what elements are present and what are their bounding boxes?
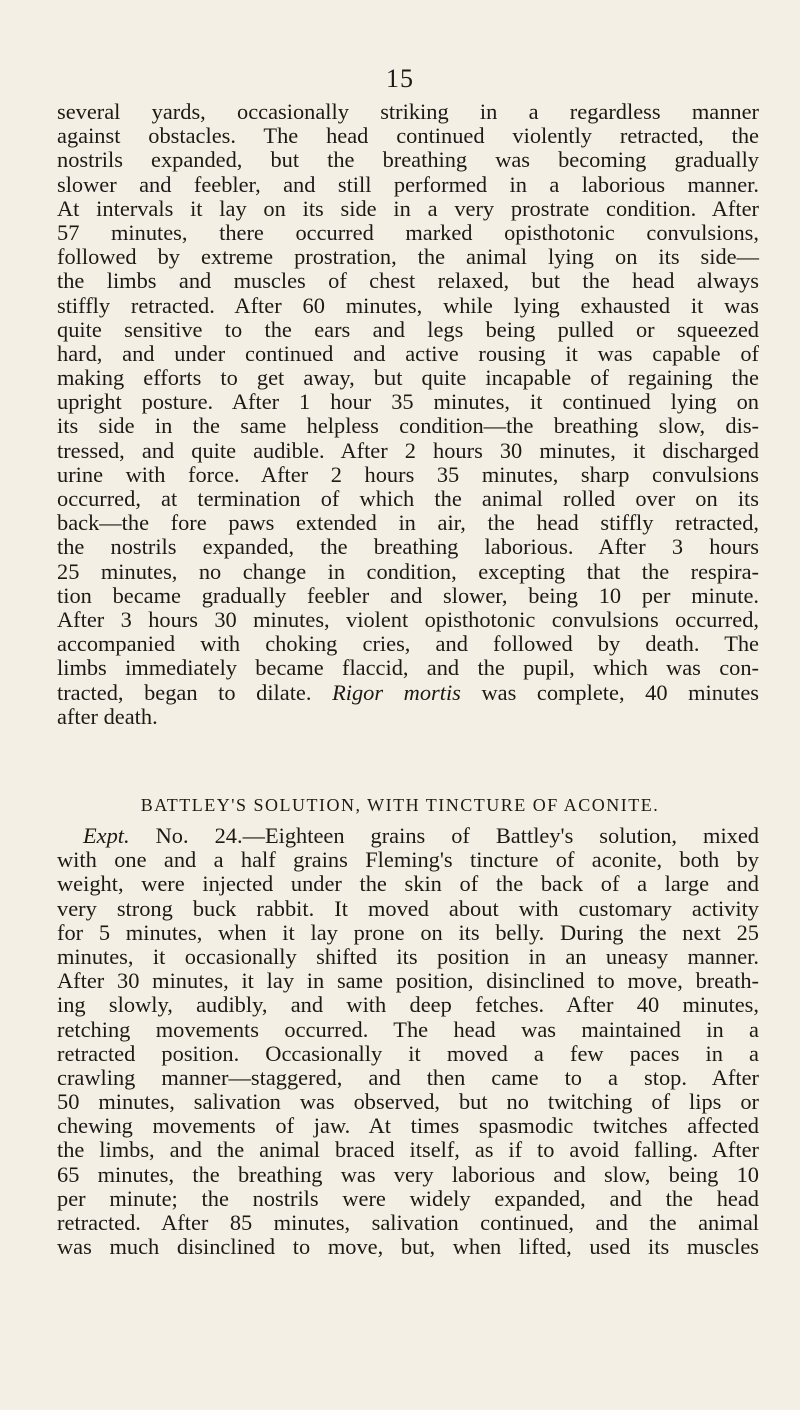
text-line: several yards, occasionally striking in a regardless manner xyxy=(57,99,759,124)
text-line: was much disinclined to move, but, when lifted, used its muscles xyxy=(57,1234,759,1260)
text-line: quite sensitive to the ears and legs being pulled or squeezed xyxy=(57,316,759,342)
text-line: upright posture. After 1 hour 35 minutes, it continued lying on xyxy=(57,389,759,415)
text-line: hard, and under continued and active rousing it was capable of xyxy=(57,340,759,366)
text-line: 57 minutes, there occurred marked opisthotonic convulsions, xyxy=(57,219,759,245)
text-line: minutes, it occasionally shifted its position in an uneasy manner. xyxy=(57,943,759,969)
text-line: making efforts to get away, but quite incapable of regaining the xyxy=(57,365,759,391)
paragraph-continuation xyxy=(57,100,759,729)
text-line: very strong buck rabbit. It moved about with customary activity xyxy=(57,895,759,921)
text-line: per minute; the nostrils were widely expanded, and the head xyxy=(57,1185,759,1211)
text-line: after death. xyxy=(57,703,158,729)
text-line: At intervals it lay on its side in a very prostrate condition. After xyxy=(57,195,759,221)
text-line: 50 minutes, salivation was observed, but no twitching of lips or xyxy=(57,1089,759,1115)
text-line: the nostrils expanded, the breathing laborious. After 3 hours xyxy=(57,534,759,560)
text-line: tion became gradually feebler and slower, being 10 per minute. xyxy=(57,582,759,608)
text-line: back—the fore paws extended in air, the head stiffly retracted, xyxy=(57,510,759,536)
text-line: slower and feebler, and still performed in a laborious manner. xyxy=(57,171,759,197)
text-segment: was complete, 40 minutes xyxy=(460,679,759,705)
text-segment: No. 24.—Eighteen grains of Battley's solution, mixed xyxy=(129,823,759,848)
text-line: 65 minutes, the breathing was very laborious and slow, being 10 xyxy=(57,1161,759,1187)
text-line: retching movements occurred. The head was maintained in a xyxy=(57,1016,759,1042)
text-line: the limbs, and the animal braced itself, as if to avoid falling. After xyxy=(57,1137,759,1163)
text-line: for 5 minutes, when it lay prone on its belly. During the next 25 xyxy=(57,919,759,945)
text-line: occurred, at termination of which the animal rolled over on its xyxy=(57,486,759,511)
text-line: retracted. After 85 minutes, salivation continued, and the animal xyxy=(57,1210,759,1235)
text-line: limbs immediately became flaccid, and the pupil, which was con- xyxy=(57,655,759,681)
text-segment: tracted, began to dilate. xyxy=(57,679,312,705)
experiment-paragraph xyxy=(57,824,759,1259)
text-line: accompanied with choking cries, and followed by death. The xyxy=(57,631,759,657)
text-line xyxy=(57,824,759,848)
text-line: retracted position. Occasionally it moved a few paces in a xyxy=(57,1040,759,1066)
text-line: tressed, and quite audible. After 2 hours 30 minutes, it discharged xyxy=(57,437,759,463)
italic-term: Rigor mortis xyxy=(332,679,461,705)
experiment-label: Expt. xyxy=(83,823,130,848)
page-number: 15 xyxy=(386,64,414,93)
text-line: the limbs and muscles of chest relaxed, but the head always xyxy=(57,268,759,294)
text-line: followed by extreme prostration, the animal lying on its side— xyxy=(57,244,759,270)
text-line: nostrils expanded, but the breathing was becoming gradually xyxy=(57,147,759,173)
text-line: against obstacles. The head continued violently retracted, the xyxy=(57,123,759,149)
text-line: with one and a half grains Fleming's tincture of aconite, both by xyxy=(57,847,759,873)
text-line: its side in the same helpless condition—the breathing slow, dis- xyxy=(57,413,759,439)
text-line: After 30 minutes, it lay in same position, disinclined to move, breath- xyxy=(57,968,759,994)
text-line: urine with force. After 2 hours 35 minutes, sharp convulsions xyxy=(57,461,759,487)
section-heading: BATTLEY'S SOLUTION, WITH TINCTURE OF ACONITE. xyxy=(140,795,660,815)
text-line xyxy=(57,681,759,705)
text-line: weight, were injected under the skin of the back of a large and xyxy=(57,871,759,897)
text-line: ing slowly, audibly, and with deep fetches. After 40 minutes, xyxy=(57,992,759,1018)
text-line: crawling manner—staggered, and then came to a stop. After xyxy=(57,1064,759,1090)
text-line: 25 minutes, no change in condition, excepting that the respira- xyxy=(57,558,759,584)
text-line: stiffly retracted. After 60 minutes, while lying exhausted it was xyxy=(57,292,759,318)
text-line: chewing movements of jaw. At times spasmodic twitches affected xyxy=(57,1113,759,1139)
text-line: After 3 hours 30 minutes, violent opisthotonic convulsions occurred, xyxy=(57,606,759,632)
